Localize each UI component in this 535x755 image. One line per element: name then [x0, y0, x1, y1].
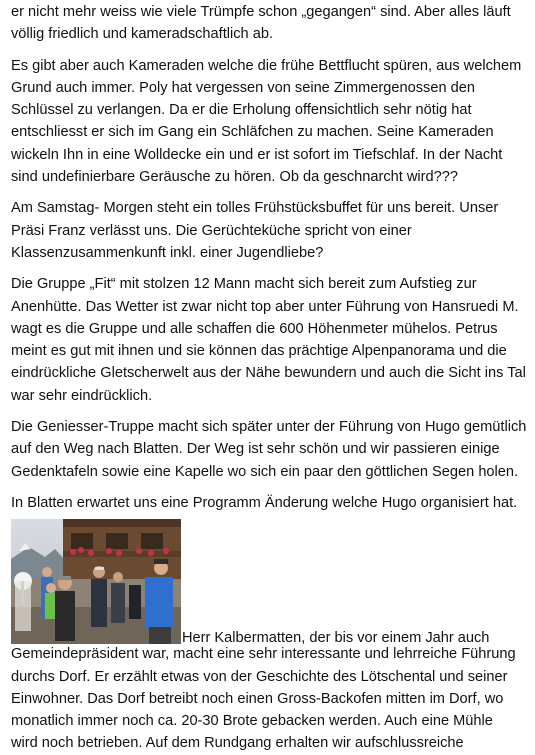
text-line: er nicht mehr weiss wie viele Trümpfe schon „gegangen“ sind. Aber alles läuft: [11, 4, 511, 20]
paragraph-5: [11, 416, 531, 483]
document-page: [11, 0, 531, 755]
paragraph-1: [11, 1, 531, 46]
text-line: Klassenzusammenkunft inkl. einer Jugendliebe?: [11, 244, 324, 261]
text-line: Gedenktafeln sowie eine Kapelle wo sich ein paar den göttlichen Segen holen.: [11, 463, 519, 480]
paragraph-3: [11, 197, 531, 264]
paragraph-2: [11, 55, 531, 189]
paragraph-6: [11, 492, 531, 514]
text-line: Am Samstag- Morgen steht ein tolles Frühstücksbuffet für uns bereit. Unser: [11, 200, 499, 217]
photo-caption-line: Herr Kalbermatten, der bis vor einem Jahr auch: [182, 630, 490, 647]
text-line: völlig friedlich und kameradschaftlich ab.: [11, 26, 274, 43]
text-line: wagt es die Gruppe und alle schaffen die 600 Höhenmeter mühelos. Petrus: [11, 320, 498, 337]
text-line: Einwohner. Das Dorf betreibt noch einen Gross-Backofen mitten im Dorf, wo: [11, 690, 504, 707]
text-line: Anenhütte. Das Wetter ist zwar nicht top aber unter Führung von Hansruedi M.: [11, 298, 519, 315]
text-line: Grund auch immer. Poly hat vergessen von seine Zimmergenossen den: [11, 79, 475, 96]
text-line: Gemeindepräsident war, macht eine sehr interessante und lehrreiche Führung: [11, 646, 516, 663]
text-line: sind undefinierbare Geräusche zu hören. Ob da geschnarcht wird???: [11, 169, 459, 186]
paragraph-4: [11, 273, 531, 407]
text-line: Präsi Franz verlässt uns. Die Gerüchteküche spricht von einer: [11, 222, 412, 239]
text-line: wickeln Ihn in eine Wolldecke ein und er ist sofort im Tiefschlaf. In der Nacht: [11, 146, 503, 163]
text-line: entschliesst er sich im Gang ein Schläfchen zu machen. Seine Kameraden: [11, 124, 494, 141]
text-line: monatlich immer noch ca. 20-30 Brote gebacken werden. Auch eine Mühle: [11, 713, 493, 730]
text-line: Es gibt aber auch Kameraden welche die frühe Bettflucht spüren, aus welchem: [11, 57, 522, 74]
text-line: eindrückliche Gletscherwelt aus der Nähe bewundern und auch die Sicht ins Tal: [11, 365, 526, 382]
text-line: Die Gruppe „Fit“ mit stolzen 12 Mann macht sich bereit zum Aufstieg zur: [11, 276, 477, 293]
text-line: auf den Weg nach Blatten. Der Weg ist sehr schön und wir passieren einige: [11, 441, 500, 458]
text-line: In Blatten erwartet uns eine Programm Änderung welche Hugo organisiert hat.: [11, 494, 518, 511]
text-line: wird noch betrieben. Auf dem Rundgang erhalten wir aufschlussreiche: [11, 735, 464, 752]
text-line: Die Geniesser-Truppe macht sich später unter der Führung von Hugo gemütlich: [11, 419, 527, 436]
text-line: meint es gut mit ihnen und sie können das prächtige Alpenpanorama und die: [11, 343, 507, 360]
photo-block: [11, 519, 531, 649]
text-line: durchs Dorf. Er erzählt etwas von der Geschichte des Lötschental und seiner: [11, 668, 508, 685]
paragraph-7: [11, 643, 531, 754]
group-photo: [11, 519, 181, 644]
text-line: Schlüssel zu verlangen. Da er die Erholung offensichtlich sehr nötig hat: [11, 102, 472, 119]
text-line: war sehr eindrücklich.: [11, 387, 153, 404]
